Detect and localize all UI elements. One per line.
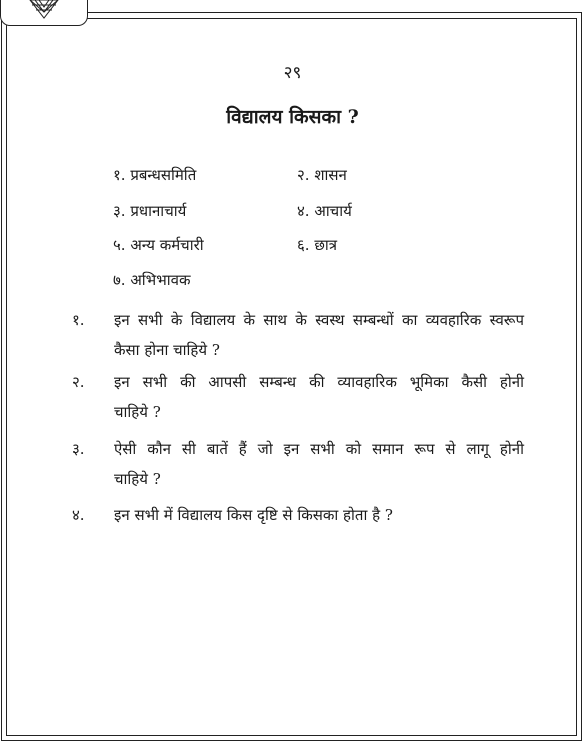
stakeholder-item: ५. अन्य कर्मचारी (113, 236, 204, 254)
question-number: ३. (72, 440, 85, 458)
question-text-line2: चाहिये ? (114, 403, 161, 421)
question-number: २. (72, 373, 85, 391)
stakeholder-item: ६. छात्र (297, 236, 338, 254)
question-number: ४. (72, 506, 85, 524)
stakeholder-item: ७. अभिभावक (113, 271, 191, 289)
question-text-line2: चाहिये ? (114, 470, 161, 488)
question-text-line1: इन सभी के विद्यालय के साथ के स्वस्थ सम्बन्धों का व्यवहारिक स्वरूप (114, 311, 524, 329)
stakeholder-item: ४. आचार्य (297, 202, 352, 220)
stakeholder-item: ३. प्रधानाचार्य (113, 202, 187, 220)
question-text-line1: इन सभी में विद्यालय किस दृष्टि से किसका होता है ? (114, 506, 393, 524)
chapter-number: २९ (283, 63, 302, 83)
question-text-line1: ऐसी कौन सी बातें हैं जो इन सभी को समान रूप से लागू होनी (114, 440, 524, 458)
stakeholder-item: १. प्रबन्धसमिति (113, 166, 197, 184)
page-title: विद्यालय किसका ? (226, 106, 359, 128)
question-number: १. (72, 311, 85, 329)
question-text-line1: इन सभी की आपसी सम्बन्ध की व्यावहारिक भूमिका कैसी होनी (114, 373, 524, 391)
shri-yantra-logo-icon (26, 0, 62, 20)
question-text-line2: कैसा होना चाहिये ? (114, 341, 220, 359)
stakeholder-item: २. शासन (297, 166, 347, 184)
